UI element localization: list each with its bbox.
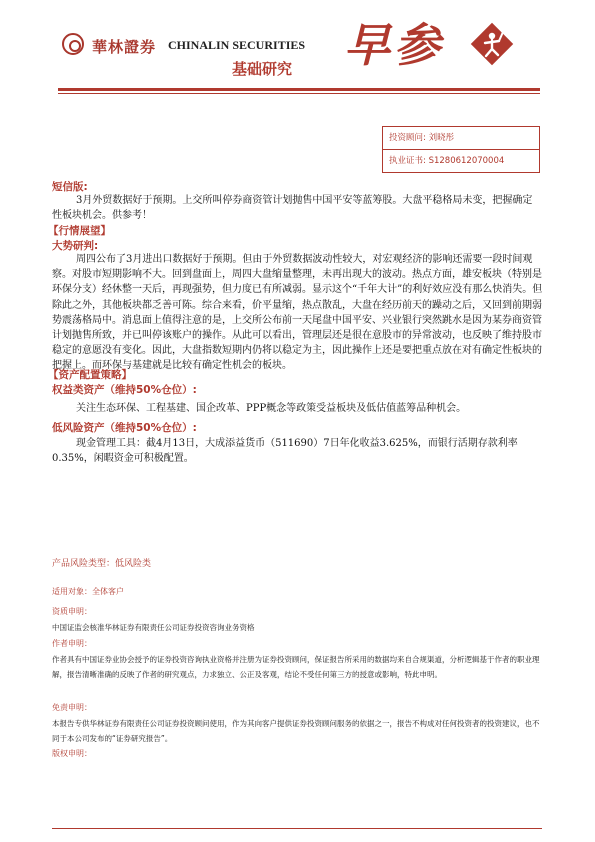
qualification-text: 中国证监会核准华林证券有限责任公司证券投资咨询业务资格 xyxy=(52,623,255,632)
disclaimer-text: 本报告专供华林证券有限责任公司证券投资顾问使用，作为其向客户提供证券投资顾问服务的依据之一，报告不构成对任何投资者的投资建议，也不同于本公司发布的“证券研究报告”。 xyxy=(52,719,540,744)
company-name-cn: 華林證券 xyxy=(92,38,157,56)
certificate-label: 执业证书: xyxy=(389,156,426,166)
audience-line xyxy=(52,586,124,597)
author-statement-text: 作者具有中国证券业协会授予的证券投资咨询执业资格并注册为证券投资顾问，保证报告所采用的数据均来自合规渠道，分析逻辑基于作者的职业理解，报告清晰准确的反映了作者的研究观点，力求独立、公正及客观，结论不受任何第三方的授意或影响，特此申明。 xyxy=(52,655,540,680)
low-risk-assets-text: 现金管理工具：截4月13日，大成添益货币（511690）7日年化收益3.625%，而银行活期存款利率0.35%，闲暇资金可积极配置。 xyxy=(52,438,518,465)
advisor-row xyxy=(383,127,539,149)
audience-label: 适用对象： xyxy=(52,587,92,596)
company-logo-icon xyxy=(62,33,84,55)
outlook-heading: 【行情展望】 xyxy=(48,225,111,237)
advisor-info-box xyxy=(382,126,540,173)
author-statement-heading: 作者申明： xyxy=(52,639,92,648)
equity-assets-text: 关注生态环保、工程基建、国企改革、PPP概念等政策受益板块及低估值蓝筹品种机会。 xyxy=(76,403,467,414)
advisor-label: 投资顾问: xyxy=(389,133,426,143)
header-rule-thick xyxy=(58,88,540,91)
audience-value: 全体客户 xyxy=(92,587,124,596)
disclaimer-heading: 免责申明： xyxy=(52,703,92,712)
footer-rule xyxy=(52,828,542,829)
short-version-text: 3月外贸数据好于预期。上交所叫停券商资管计划抛售中国平安等蓝筹股。大盘平稳格局未变，把握确定性板块机会。供参考！ xyxy=(52,195,533,222)
market-analysis-heading: 大势研判: xyxy=(52,240,99,252)
company-name-en: CHINALIN SECURITIES xyxy=(168,38,306,52)
report-badge-icon xyxy=(470,22,514,66)
certificate-number: S1280612070004 xyxy=(428,156,505,166)
low-risk-assets-heading: 低风险资产（维持50%仓位）: xyxy=(52,422,197,434)
copyright-heading: 版权申明： xyxy=(52,749,92,758)
certificate-row xyxy=(383,149,539,172)
qualification-heading: 资质申明： xyxy=(52,607,92,616)
report-brand-title: 早参 xyxy=(344,18,444,72)
market-analysis-text: 周四公布了3月进出口数据好于预期。但由于外贸数据波动性较大，对宏观经济的影响还需要一段时间观察。对股市短期影响不大。回到盘面上，周四大盘缩量整理，未再出现大的波动。热点方面，雄安板块（特别是环保分支）经休整一天后，再现强势，但力度已有所减弱。显示这个“千年大计”的利好效应没有那么快消失。但除此之外，其他板块都乏善可陈。综合来看，价平量缩，热点散乱，大盘在经历前天的躁动之后，又回到前期弱势震荡格局中。消息面上值得注意的是，上交所公布前一天尾盘中国平安、兴业银行突然跳水是因为某券商资管计划抛售所致，并已叫停该账户的操作。从此可以看出，管理层还是很在意股市的异常波动，也反映了维持股市稳定的意愿没有变化。因此，大盘指数短期内仍将以稳定为主，因此操作上还是要把重点放在对有确定性板块的把握上。而环保与基建就是比较有确定性机会的板块。 xyxy=(52,254,543,372)
allocation-heading: 【资产配置策略】 xyxy=(48,369,132,381)
department-title: 基础研究 xyxy=(232,60,293,78)
advisor-name: 刘晓彤 xyxy=(428,133,455,143)
short-version-heading: 短信版: xyxy=(52,181,88,193)
header-rule-thin xyxy=(58,93,540,94)
equity-assets-heading: 权益类资产（维持50%仓位）: xyxy=(52,384,197,396)
product-risk-type: 产品风险类型：低风险类 xyxy=(52,559,152,569)
